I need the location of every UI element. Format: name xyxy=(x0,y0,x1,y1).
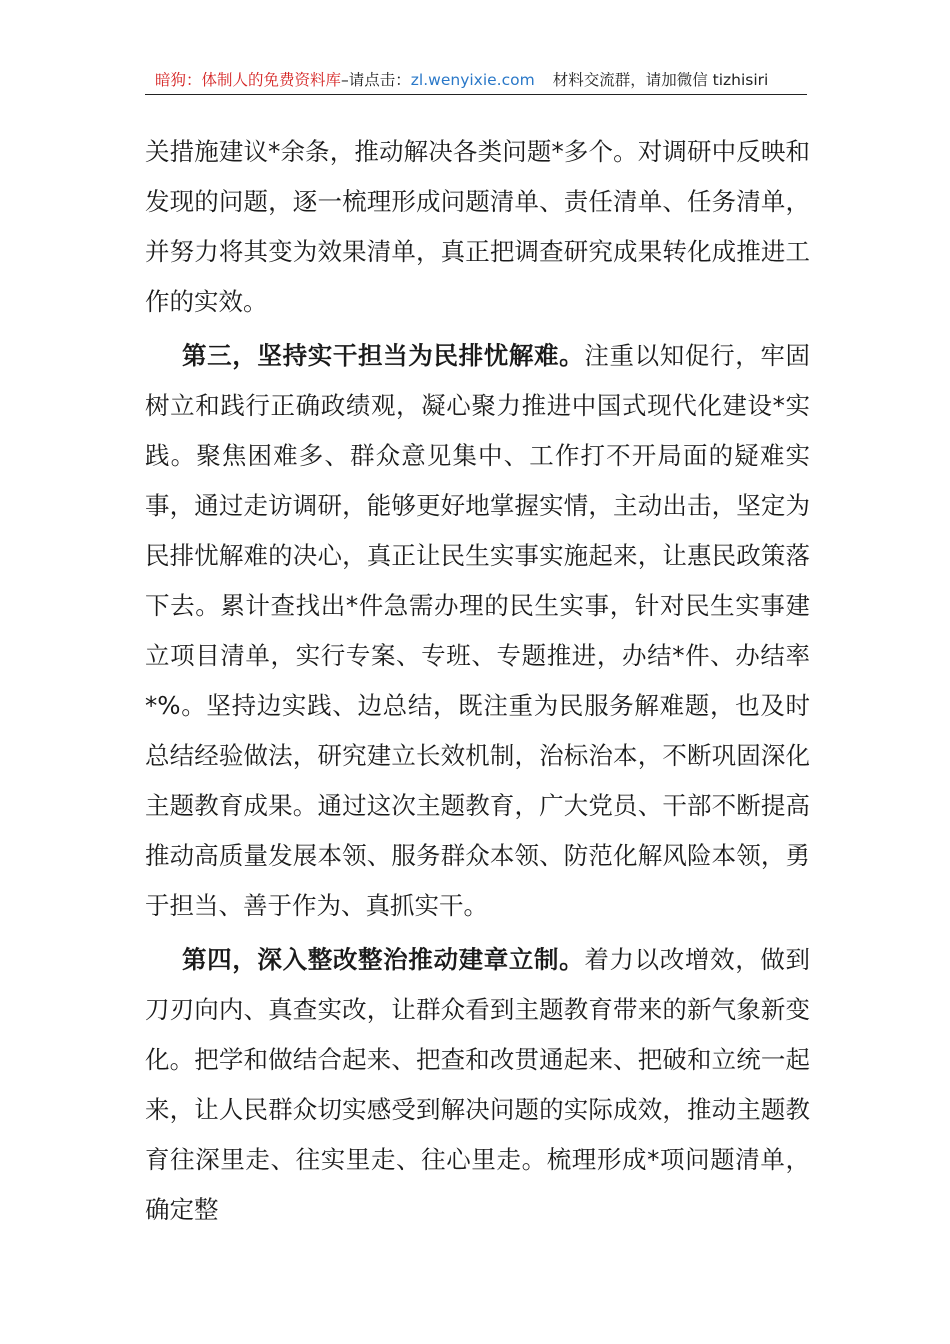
paragraph-text: 注重以知促行，牢固树立和践行正确政绩观，凝心聚力推进中国式现代化建设*实践。聚焦困难多、群众意见集中、工作打不开局面的疑难实事，通过走访调研，能够更好地掌握实情，主动出击，坚定为民排忧解难的决心，真正让民生实事实施起来，让惠民政策落下去。累计查找出*件急需办理的民生实事，针对民生实事建立项目清单，实行专案、专班、专题推进，办结*件、办结率*%。坚持边实践、边总结，既注重为民服务解难题，也及时总结经验做法，研究建立长效机制，治标治本，不断巩固深化主题教育成果。通过这次主题教育，广大党员、干部不断提高推动高质量发展本领、服务群众本领、防范化解风险本领，勇于担当、善于作为、真抓实干。 xyxy=(145,341,811,920)
paragraph-text: 着力以改增效，做到刀刃向内、真查实改，让群众看到主题教育带来的新气象新变化。把学和做结合起来、把查和改贯通起来、把破和立统一起来，让人民群众切实感受到解决问题的实际成效，推动主题教育往深里走、往实里走、往心里走。梳理形成*项问题清单，确定整 xyxy=(145,945,811,1224)
page-header xyxy=(145,68,807,95)
header-wechat-note: 材料交流群，请加微信 tizhisiri xyxy=(552,71,769,89)
paragraph-text: 关措施建议*余条，推动解决各类问题*多个。对调研中反映和发现的问题，逐一梳理形成问题清单、责任清单、任务清单，并努力将其变为效果清单，真正把调查研究成果转化成推进工作的实效。 xyxy=(145,137,810,316)
document-body xyxy=(145,127,810,1235)
header-url-link[interactable]: zl.wenyixie.com xyxy=(410,71,535,89)
header-site-name: 暗狗：体制人的免费资料库 xyxy=(155,71,342,89)
header-click-prompt: –请点击： xyxy=(341,71,411,89)
paragraph-third-point xyxy=(145,331,810,931)
paragraph-heading: 第三，坚持实干担当为民排忧解难。 xyxy=(182,341,585,370)
paragraph-heading: 第四，深入整改整治推动建章立制。 xyxy=(182,945,585,974)
paragraph-fourth-point xyxy=(145,935,810,1235)
paragraph-continuation xyxy=(145,127,810,327)
